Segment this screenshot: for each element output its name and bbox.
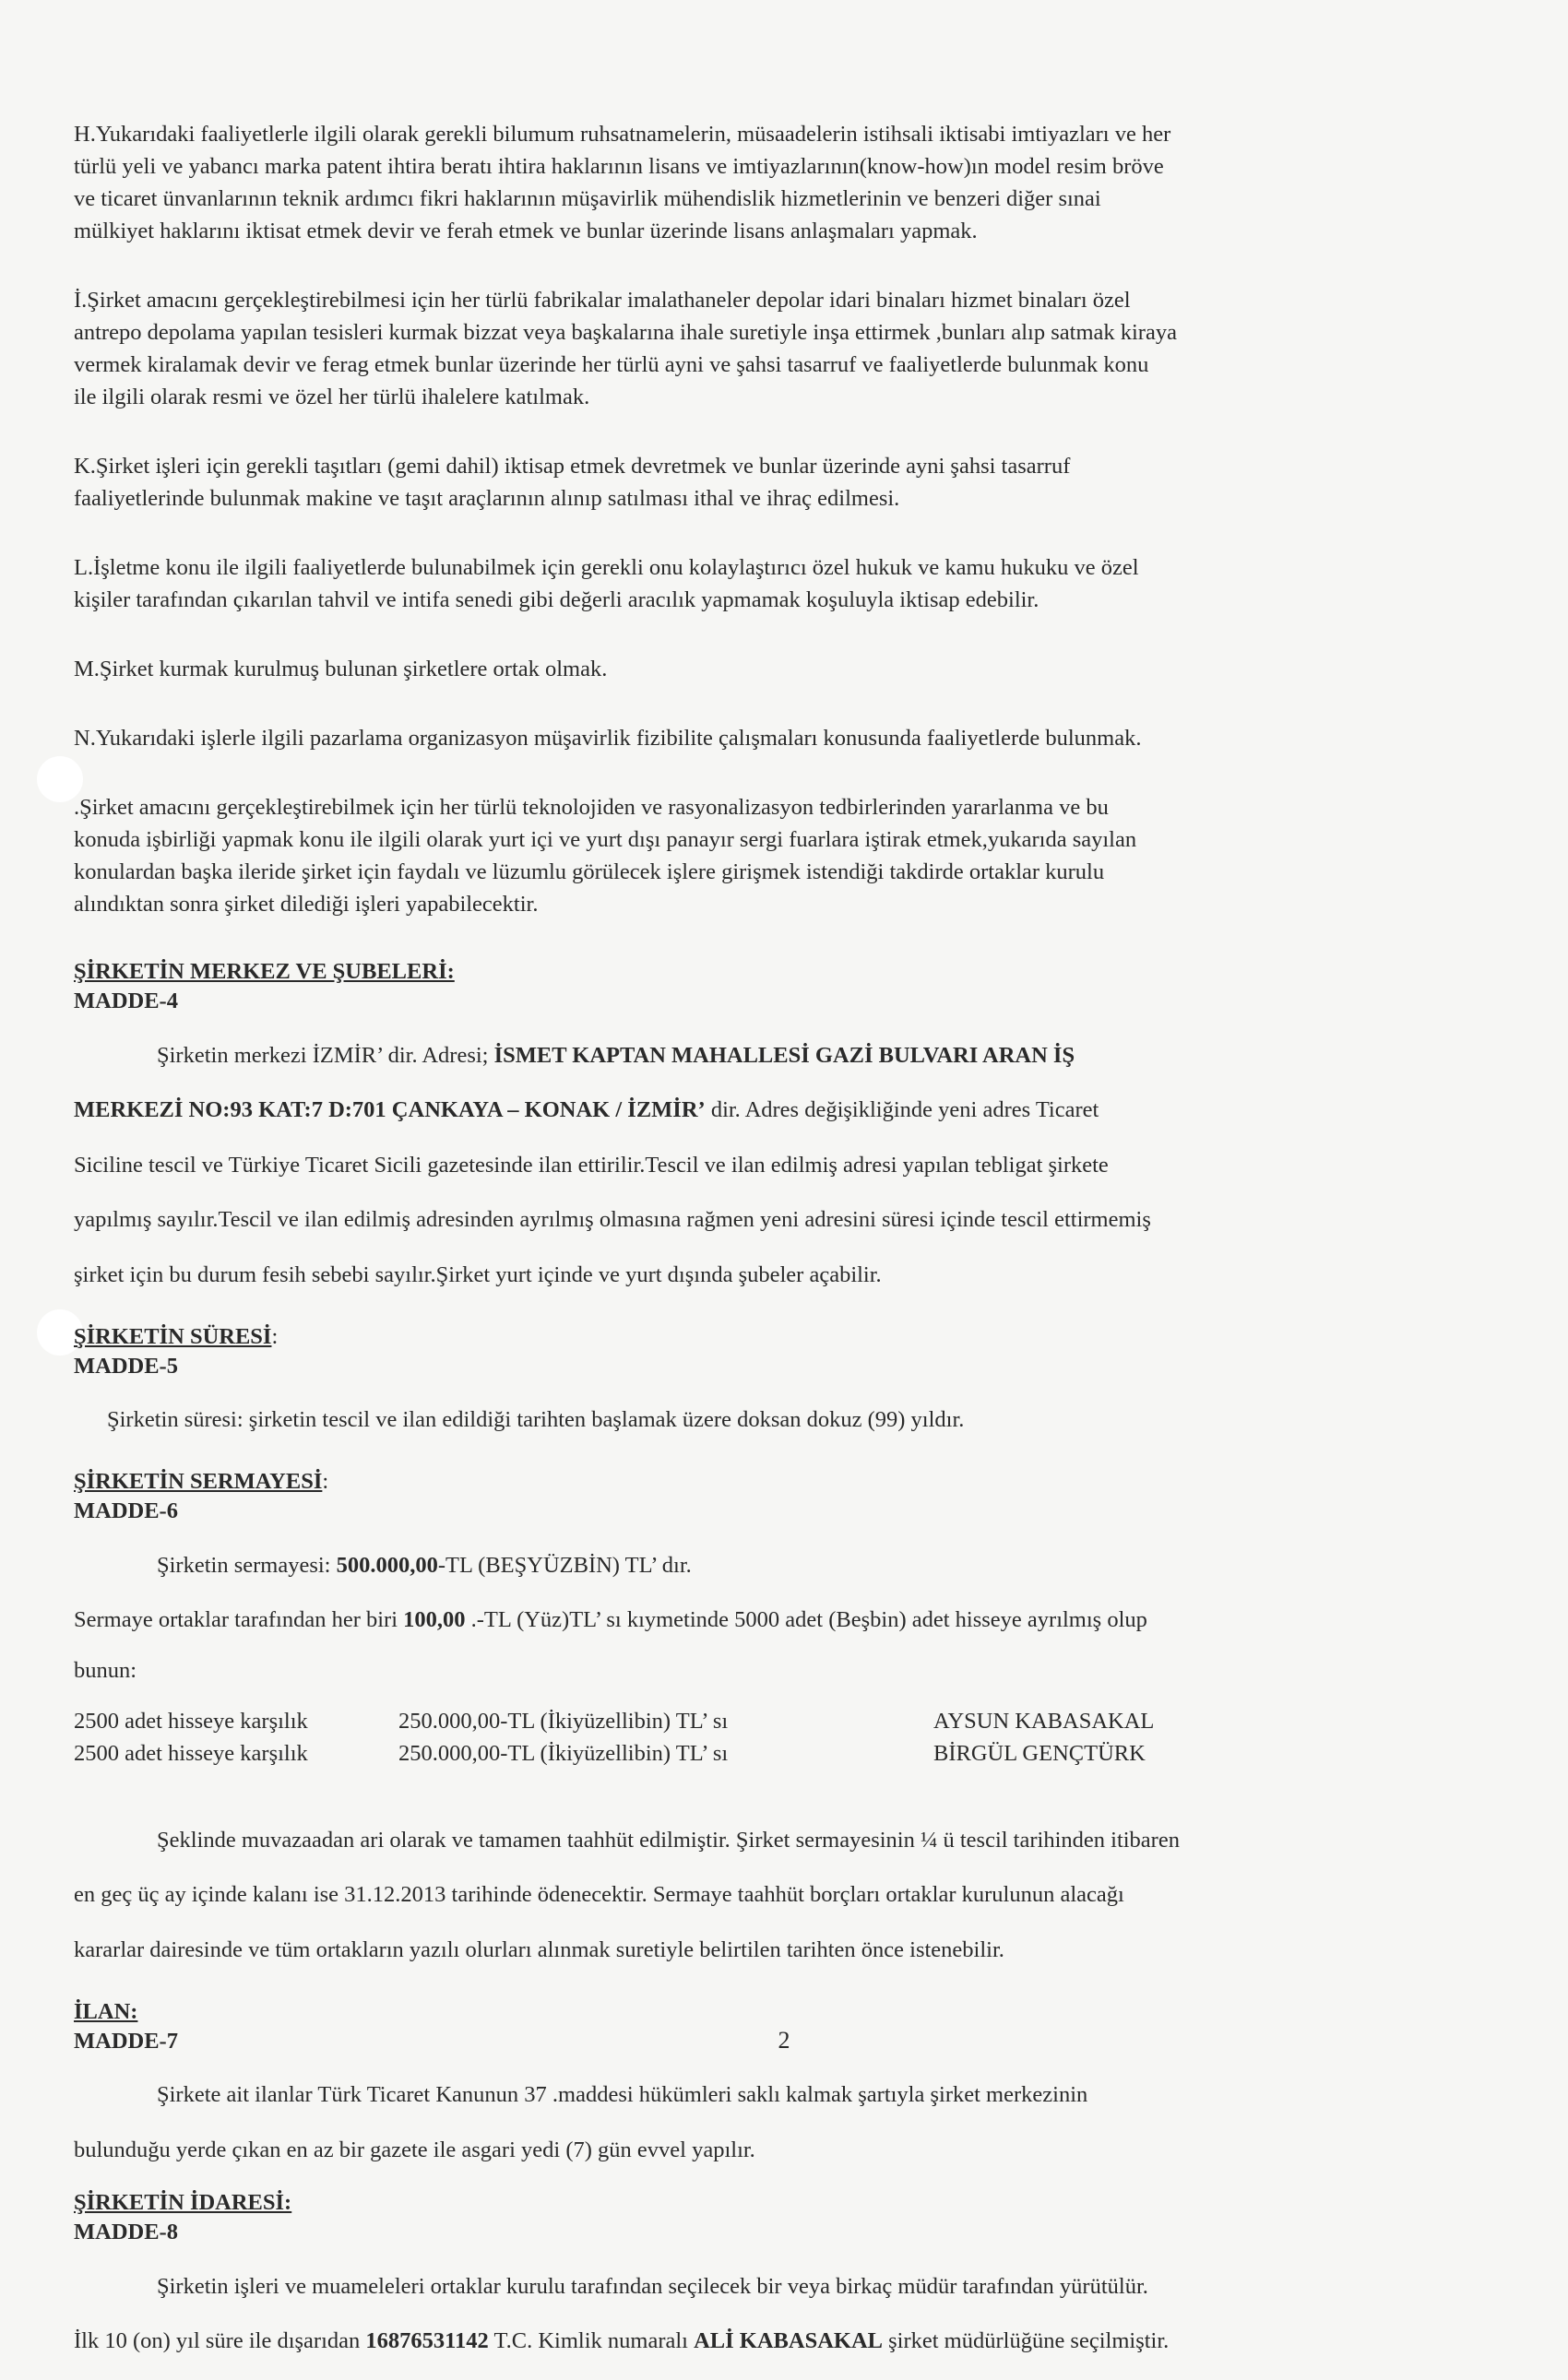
text-line: L.İşletme konu ile ilgili faaliyetlerde bulunabilmek için gerekli onu kolaylaştırıcı özel hukuk ve kamu hukuku ve özel — [74, 555, 1139, 580]
text-line: antrepo depolama yapılan tesisleri kurmak bizzat veya başkalarına ihale suretiyle inşa ettirmek ,bunları alıp satmak kiraya — [74, 320, 1177, 345]
text-line: vermek kiralamak devir ve ferag etmek bunlar üzerinde her türlü ayni ve şahsi tasarruf ve faaliyetlerde bulunmak konu — [74, 352, 1149, 377]
heading-suffix: : — [271, 1323, 279, 1349]
text-span: Şirketin sermayesi: — [157, 1552, 337, 1578]
article-5 — [74, 1322, 1457, 1437]
text-line: bulunduğu yerde çıkan en az bir gazete ile asgari yedi (7) gün evvel yapılır. — [74, 2137, 755, 2162]
text-line: kararlar dairesinde ve tüm ortakların yazılı olurları alınmak suretiyle belirtilen tarihten önce istenebilir. — [74, 1936, 1004, 1962]
text-line: mülkiyet haklarını iktisat etmek devir ve ferah etmek ve bunlar üzerinde lisans anlaşmaları yapmak. — [74, 219, 978, 243]
article-6 — [74, 1467, 1457, 1966]
text-span: T.C. Kimlik numaralı — [488, 2328, 695, 2353]
article-8 — [74, 2188, 1457, 2357]
share-amount: 250.000,00-TL (İkiyüzellibin) TL’ sı — [398, 1709, 729, 1734]
text-span: Sermaye ortaklar tarafından her biri — [74, 1607, 404, 1632]
text-line: Siciline tescil ve Türkiye Ticaret Sicili gazetesinde ilan ettirilir.Tescil ve ilan edilmiş adresi yapılan tebligat şirkete — [74, 1152, 1109, 1178]
text-line: konuda işbirliği yapmak konu ile ilgili olarak yurt içi ve yurt dışı panayır sergi fuarlara iştirak etmek,yukarıda sayılan — [74, 827, 1137, 852]
text-line: konulardan başka ileride şirket için faydalı ve lüzumlu görülecek işlere girişmek istendiği takdirde ortaklar kurulu — [74, 859, 1105, 884]
text-line: ve ticaret ünvanlarının teknik ardımcı fikri haklarının müşavirlik mühendislik hizmetlerinin ve benzeri diğer sınai — [74, 186, 1101, 211]
heading-suffix: : — [322, 1469, 329, 1494]
paragraph-h — [74, 118, 1457, 247]
text-line: Şirketin işleri ve muameleleri ortaklar kurulu tarafından seçilecek bir veya birkaç müdür tarafından yürütülür. — [157, 2273, 1148, 2299]
text-line: İ.Şirket amacını gerçekleştirebilmesi için her türlü fabrikalar imalathaneler depolar idari binaları hizmet binaları özel — [74, 288, 1131, 313]
section-heading: İLAN: — [74, 1998, 138, 2024]
share-value: 100,00 — [403, 1607, 466, 1632]
text-line — [74, 2325, 1457, 2357]
section-heading: ŞİRKETİN SÜRESİ — [74, 1323, 272, 1349]
text-line: en geç üç ay içinde kalanı ise 31.12.2013 tarihinde ödenecektir. Sermaye taahhüt borçları ortaklar kurulunun alacağı — [74, 1882, 1124, 1907]
shareholder-row — [74, 1705, 1457, 1737]
shareholder-name: AYSUN KABASAKAL — [933, 1709, 1155, 1734]
paragraph-k — [74, 450, 1457, 515]
paragraph-n — [74, 722, 1457, 754]
spacer — [74, 1770, 1457, 1801]
text-line: bunun: — [74, 1657, 137, 1683]
address-bold: İSMET KAPTAN MAHALLESİ GAZİ BULVARI ARAN İŞ — [493, 1042, 1075, 1068]
paragraph-l — [74, 551, 1457, 616]
section-heading: ŞİRKETİN İDARESİ: — [74, 2190, 292, 2215]
text-span: İlk 10 (on) yıl süre ile dışarıdan — [74, 2328, 366, 2353]
text-span: şirket müdürlüğüne seçilmiştir. — [882, 2328, 1170, 2353]
section-heading: ŞİRKETİN MERKEZ VE ŞUBELERİ: — [74, 959, 455, 984]
page-number: 2 — [778, 2027, 790, 2054]
text-line: kişiler tarafından çıkarılan tahvil ve intifa senedi gibi değerli aracılık yapmamak koşuluyla iktisap edebilir. — [74, 587, 1039, 612]
share-count: 2500 adet hisseye karşılık — [74, 1741, 308, 1766]
section-heading-wrap — [74, 1322, 1457, 1352]
text-line: H.Yukarıdaki faaliyetlerle ilgili olarak gerekli bilumum ruhsatnamelerin, müsaadelerin istihsali iktisabi imtiyazları ve her — [74, 122, 1171, 147]
text-line: Şirkete ait ilanlar Türk Ticaret Kanunun 37 .maddesi hükümleri saklı kalmak şartıyla şirket merkezinin — [157, 2082, 1088, 2107]
article-4 — [74, 957, 1457, 1291]
text-span: .-TL (Yüz)TL’ sı kıymetinde 5000 adet (Beşbin) adet hisseye ayrılmış olup — [465, 1607, 1147, 1632]
share-amount: 250.000,00-TL (İkiyüzellibin) TL’ sı — [398, 1741, 729, 1766]
paragraph-i — [74, 284, 1457, 413]
text-line: N.Yukarıdaki işlerle ilgili pazarlama organizasyon müşavirlik fizibilite çalışmaları konusunda faaliyetlerde bulunmak. — [74, 726, 1142, 751]
text-span: -TL (BEŞYÜZBİN) TL’ dır. — [437, 1552, 692, 1578]
shareholder-row — [74, 1737, 1457, 1770]
text-line: K.Şirket işleri için gerekli taşıtları (gemi dahil) iktisap etmek devretmek ve bunlar üzerinde ayni şahsi tasarruf — [74, 454, 1071, 479]
text-line — [74, 1039, 1457, 1072]
shareholder-name: BİRGÜL GENÇTÜRK — [933, 1741, 1146, 1766]
manager-name: ALİ KABASAKAL — [694, 2328, 883, 2353]
text-line — [74, 1094, 1457, 1126]
article-label: MADDE-8 — [74, 2220, 178, 2244]
text-line: Şirketin süresi: şirketin tescil ve ilan edildiği tarihten başlamak üzere doksan dokuz (99) yıldır. — [107, 1407, 965, 1432]
text-line: alındıktan sonra şirket dilediği işleri yapabilecektir. — [74, 892, 539, 917]
text-line — [74, 1549, 1457, 1581]
text-line: türlü yeli ve yabancı marka patent ihtira beratı ihtira haklarının lisans ve imtiyazlarının(know-how)ın model resim bröve — [74, 154, 1164, 179]
text-line: yapılmış sayılır.Tescil ve ilan edilmiş adresinden ayrılmış olmasına rağmen yeni adresini süresi içinde tescil ettirmemiş — [74, 1207, 1151, 1232]
text-span: dir. Adres değişikliğinde yeni adres Ticaret — [705, 1097, 1099, 1122]
text-span: Şirketin merkezi İZMİR’ dir. Adresi; — [157, 1042, 494, 1068]
article-label: MADDE-6 — [74, 1498, 178, 1523]
text-line: ile ilgili olarak resmi ve özel her türlü ihalelere katılmak. — [74, 385, 590, 409]
article-label: MADDE-7 — [74, 2028, 178, 2054]
article-label: MADDE-5 — [74, 1353, 178, 1379]
id-number: 16876531142 — [365, 2328, 489, 2353]
text-line: .Şirket amacını gerçekleştirebilmek için her türlü teknolojiden ve rasyonalizasyon tedbirlerinden yararlanma ve bu — [74, 795, 1109, 820]
text-line: şirket için bu durum fesih sebebi sayılır.Şirket yurt içinde ve yurt dışında şubeler açabilir. — [74, 1261, 882, 1287]
text-line — [74, 1604, 1457, 1636]
text-line: faaliyetlerinde bulunmak makine ve taşıt araçlarının alınıp satılması ithal ve ihraç edilmesi. — [74, 486, 900, 511]
section-heading-wrap — [74, 1467, 1457, 1497]
paragraph-m — [74, 653, 1457, 685]
article-7 — [74, 1997, 1457, 2166]
paragraph-o — [74, 791, 1457, 920]
capital-amount: 500.000,00 — [336, 1552, 438, 1578]
text-line: Şeklinde muvazaadan ari olarak ve tamamen taahhüt edilmiştir. Şirket sermayesinin ¼ ü tescil tarihinden itibaren — [157, 1827, 1180, 1853]
share-count: 2500 adet hisseye karşılık — [74, 1709, 308, 1734]
text-line: M.Şirket kurmak kurulmuş bulunan şirketlere ortak olmak. — [74, 657, 608, 681]
article-label: MADDE-4 — [74, 989, 178, 1013]
section-heading: ŞİRKETİN SERMAYESİ — [74, 1469, 323, 1494]
address-bold: MERKEZİ NO:93 KAT:7 D:701 ÇANKAYA – KONAK / İZMİR’ — [74, 1097, 706, 1122]
